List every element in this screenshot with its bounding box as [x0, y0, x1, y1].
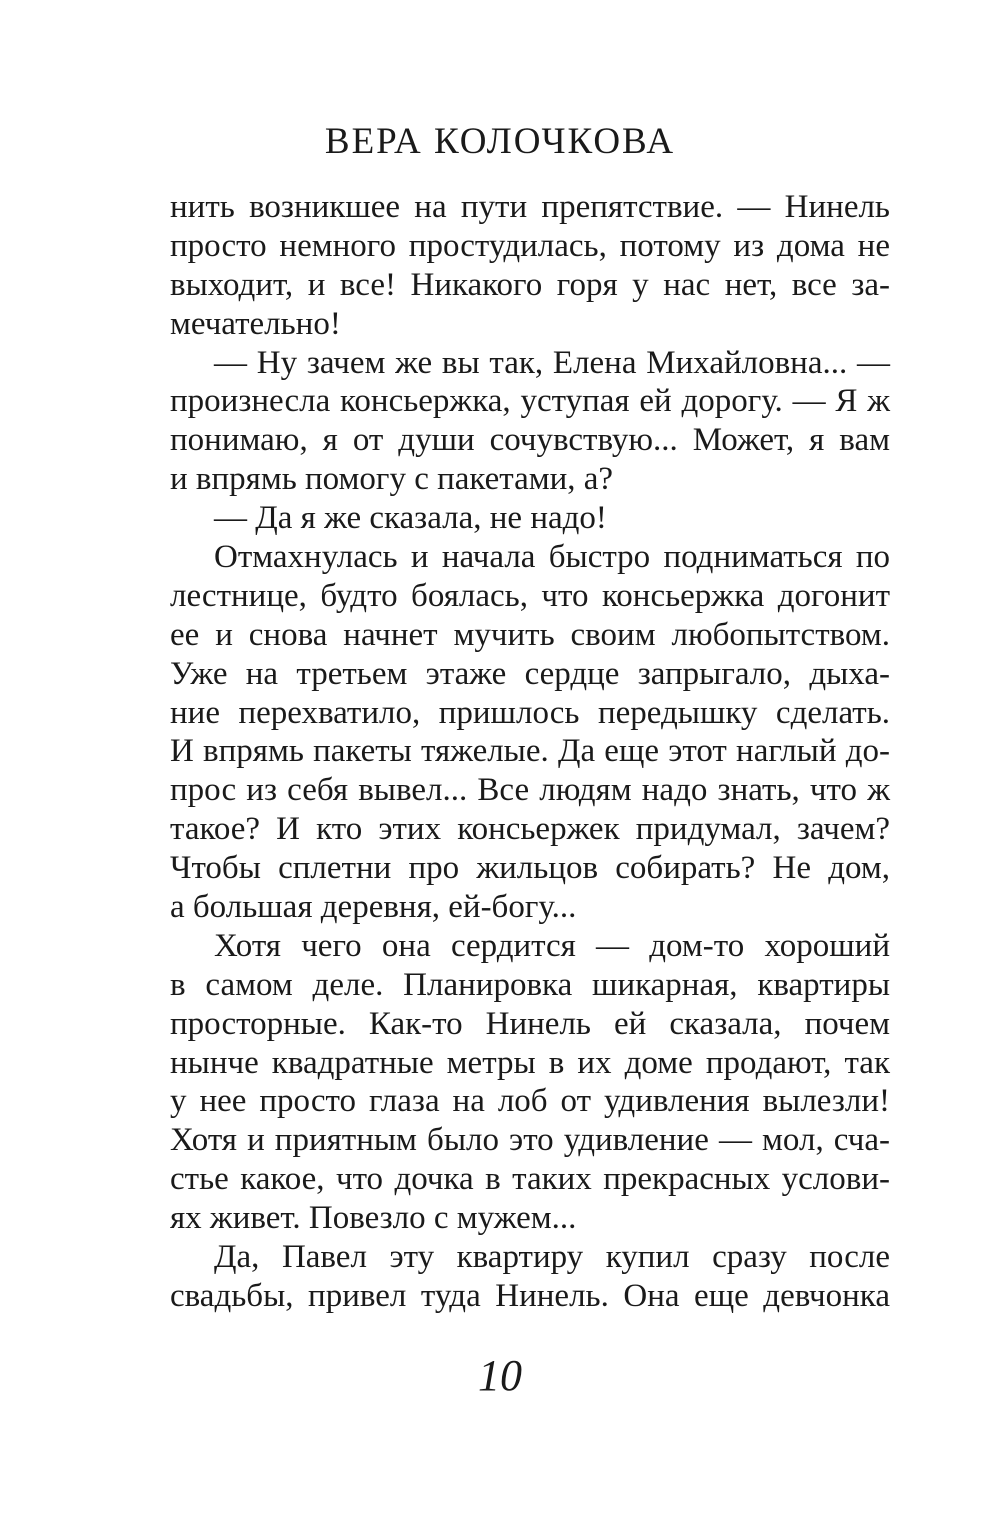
text-line: мечательно!: [170, 305, 341, 342]
text-line: И впрямь пакеты тяжелые. Да еще этот наглый до-: [170, 733, 890, 770]
text-line: свадьбы, привел туда Нинель. Она еще девчонка: [170, 1277, 890, 1314]
text-line: ее и снова начнет мучить своим любопытством.: [170, 616, 890, 653]
text-line: просторные. Как-то Нинель ей сказала, почем: [170, 1005, 890, 1042]
page-number: 10: [478, 1351, 522, 1400]
text-line: лестнице, будто боялась, что консьержка догонит: [170, 577, 890, 614]
text-line: нить возникшее на пути препятствие. — Нинель: [170, 189, 890, 225]
text-line: Да, Павел эту квартиру купил сразу после: [214, 1239, 890, 1276]
body-text: [170, 188, 890, 1316]
text-line: Хотя чего она сердится — дом-то хороший: [214, 927, 890, 964]
text-line: Отмахнулась и начала быстро подниматься по: [214, 539, 890, 576]
text-line: а большая деревня, ей-богу...: [170, 889, 577, 926]
text-line: прос из себя вывел... Все людям надо знать, что ж: [170, 772, 890, 809]
text-line: нынче квадратные метры в их доме продают, так: [170, 1044, 890, 1081]
text-line: у нее просто глаза на лоб от удивления вылезли!: [170, 1083, 890, 1120]
text-line: и впрямь помогу с пакетами, а?: [170, 461, 614, 498]
text-line: выходит, и все! Никакого горя у нас нет, все за-: [170, 266, 890, 303]
text-line: — Да я же сказала, не надо!: [214, 500, 607, 537]
text-line: ях живет. Повезло с мужем...: [170, 1200, 577, 1237]
text-line: Чтобы сплетни про жильцов собирать? Не дом,: [170, 850, 890, 887]
text-line: понимаю, я от души сочувствую... Может, я вам: [170, 422, 890, 459]
text-line: такое? И кто этих консьержек придумал, зачем?: [170, 811, 890, 848]
text-line: стье какое, что дочка в таких прекрасных услови-: [170, 1161, 890, 1198]
text-line: — Ну зачем же вы так, Елена Михайловна... —: [214, 344, 890, 381]
text-line: в самом деле. Планировка шикарная, квартиры: [170, 966, 890, 1003]
text-line: произнесла консьержка, уступая ей дорогу. — Я ж: [170, 383, 890, 420]
text-line: Хотя и приятным было это удивление — мол, сча-: [170, 1122, 890, 1159]
text-line: Уже на третьем этаже сердце запрыгало, дыха-: [170, 655, 890, 692]
running-header-author: ВЕРА КОЛОЧКОВА: [324, 121, 676, 162]
text-line: просто немного простудилась, потому из дома не: [170, 227, 890, 264]
text-line: ние перехватило, пришлось передышку сделать.: [170, 694, 890, 731]
